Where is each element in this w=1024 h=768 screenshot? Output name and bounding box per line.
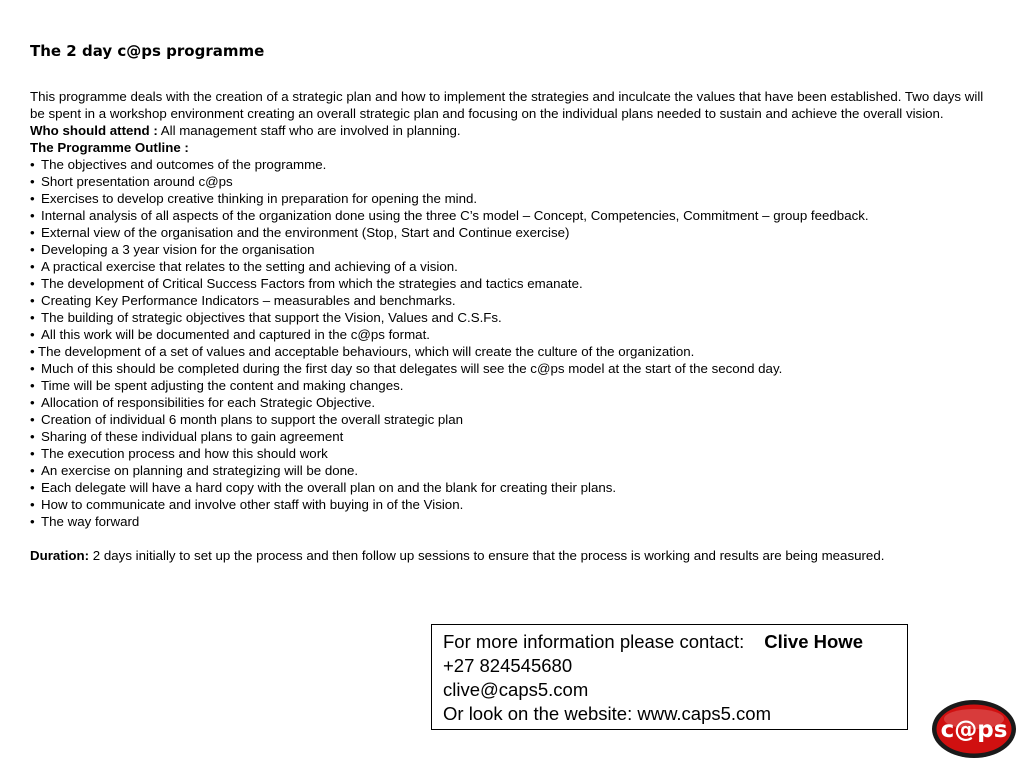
who-should-attend <box>30 122 995 139</box>
outline-item-text: Each delegate will have a hard copy with the overall plan on and the blank for creating their plans. <box>41 480 617 495</box>
outline-item-text: Creation of individual 6 month plans to support the overall strategic plan <box>41 412 464 427</box>
outline-item-text: The development of Critical Success Factors from which the strategies and tactics emanate. <box>41 276 583 291</box>
outline-item <box>30 343 995 360</box>
bullet-icon: • <box>30 310 35 325</box>
outline-item-text: An exercise on planning and strategizing will be done. <box>41 463 359 478</box>
outline-heading: The Programme Outline : <box>30 140 189 155</box>
bullet-icon: • <box>30 344 35 359</box>
contact-box <box>431 624 908 730</box>
bullet-icon: • <box>30 242 35 257</box>
who-text: All management staff who are involved in planning. <box>160 123 461 138</box>
outline-item-text: The execution process and how this should work <box>41 446 328 461</box>
outline-item-text: The development of a set of values and acceptable behaviours, which will create the culture of the organization. <box>38 344 695 359</box>
outline-item <box>30 275 995 292</box>
bullet-icon: • <box>30 191 35 206</box>
outline-item-text: How to communicate and involve other staff with buying in of the Vision. <box>41 497 464 512</box>
outline-item <box>30 326 995 343</box>
page-title: The 2 day c@ps programme <box>30 42 265 60</box>
bullet-icon: • <box>30 327 35 342</box>
bullet-icon: • <box>30 293 35 308</box>
outline-item-text: Developing a 3 year vision for the organisation <box>41 242 315 257</box>
outline-item-text: The building of strategic objectives that support the Vision, Values and C.S.Fs. <box>41 310 502 325</box>
outline-item <box>30 190 995 207</box>
outline-item <box>30 394 995 411</box>
outline-item <box>30 292 995 309</box>
outline-item <box>30 428 995 445</box>
outline-item <box>30 462 995 479</box>
bullet-icon: • <box>30 429 35 444</box>
outline-item-text: The way forward <box>41 514 140 529</box>
outline-item <box>30 496 995 513</box>
outline-item-text: Internal analysis of all aspects of the organization done using the three C’s model – Concept, Competencies, Commitment – group feedback. <box>41 208 869 223</box>
logo-text: c@ps <box>940 717 1008 743</box>
bullet-icon: • <box>30 446 35 461</box>
outline-item-text: Sharing of these individual plans to gain agreement <box>41 429 344 444</box>
outline-item <box>30 173 995 190</box>
outline-item <box>30 224 995 241</box>
outline-item <box>30 360 995 377</box>
outline-item <box>30 241 995 258</box>
duration <box>30 547 995 564</box>
outline-item <box>30 207 995 224</box>
outline-item <box>30 513 995 530</box>
bullet-icon: • <box>30 480 35 495</box>
bullet-icon: • <box>30 412 35 427</box>
outline-item-text: External view of the organisation and the environment (Stop, Start and Continue exercise) <box>41 225 570 240</box>
bullet-icon: • <box>30 276 35 291</box>
bullet-icon: • <box>30 225 35 240</box>
outline-item-text: A practical exercise that relates to the setting and achieving of a vision. <box>41 259 458 274</box>
outline-item-text: Allocation of responsibilities for each Strategic Objective. <box>41 395 376 410</box>
duration-text: 2 days initially to set up the process and then follow up sessions to ensure that the process is working and results are being measured. <box>92 548 885 563</box>
outline-item-text: Creating Key Performance Indicators – measurables and benchmarks. <box>41 293 456 308</box>
caps-logo-icon <box>931 699 1017 759</box>
bullet-icon: • <box>30 463 35 478</box>
bullet-icon: • <box>30 395 35 410</box>
outline-item <box>30 479 995 496</box>
outline-item <box>30 258 995 275</box>
outline-item-text: The objectives and outcomes of the programme. <box>41 157 327 172</box>
bullet-icon: • <box>30 514 35 529</box>
contact-prompt: For more information please contact: <box>443 631 745 652</box>
bullet-icon: • <box>30 157 35 172</box>
outline-list <box>30 156 995 530</box>
contact-line <box>443 630 897 654</box>
contact-website: Or look on the website: www.caps5.com <box>443 703 772 724</box>
bullet-icon: • <box>30 259 35 274</box>
outline-item-text: Time will be spent adjusting the content and making changes. <box>41 378 404 393</box>
bullet-icon: • <box>30 497 35 512</box>
contact-name: Clive Howe <box>764 631 863 652</box>
outline-item <box>30 411 995 428</box>
outline-item <box>30 156 995 173</box>
outline-item <box>30 309 995 326</box>
bullet-icon: • <box>30 208 35 223</box>
outline-item <box>30 377 995 394</box>
contact-phone: +27 824545680 <box>443 655 573 676</box>
outline-item <box>30 445 995 462</box>
outline-item-text: Much of this should be completed during the first day so that delegates will see the c@ps model at the start of the second day. <box>41 361 783 376</box>
bullet-icon: • <box>30 378 35 393</box>
intro-paragraph: This programme deals with the creation of a strategic plan and how to implement the strategies and inculcate the values that have been established. Two days will be spent in a workshop environment creating an overall strategic plan and focusing on the individual plans needed to sustain and achieve the overall vision. <box>30 89 984 121</box>
outline-item-text: Short presentation around c@ps <box>41 174 233 189</box>
contact-email: clive@caps5.com <box>443 679 589 700</box>
programme-description <box>30 88 995 564</box>
who-label: Who should attend : <box>30 123 158 138</box>
duration-label: Duration: <box>30 548 90 563</box>
bullet-icon: • <box>30 361 35 376</box>
outline-item-text: Exercises to develop creative thinking in preparation for opening the mind. <box>41 191 478 206</box>
outline-item-text: All this work will be documented and captured in the c@ps format. <box>41 327 430 342</box>
bullet-icon: • <box>30 174 35 189</box>
